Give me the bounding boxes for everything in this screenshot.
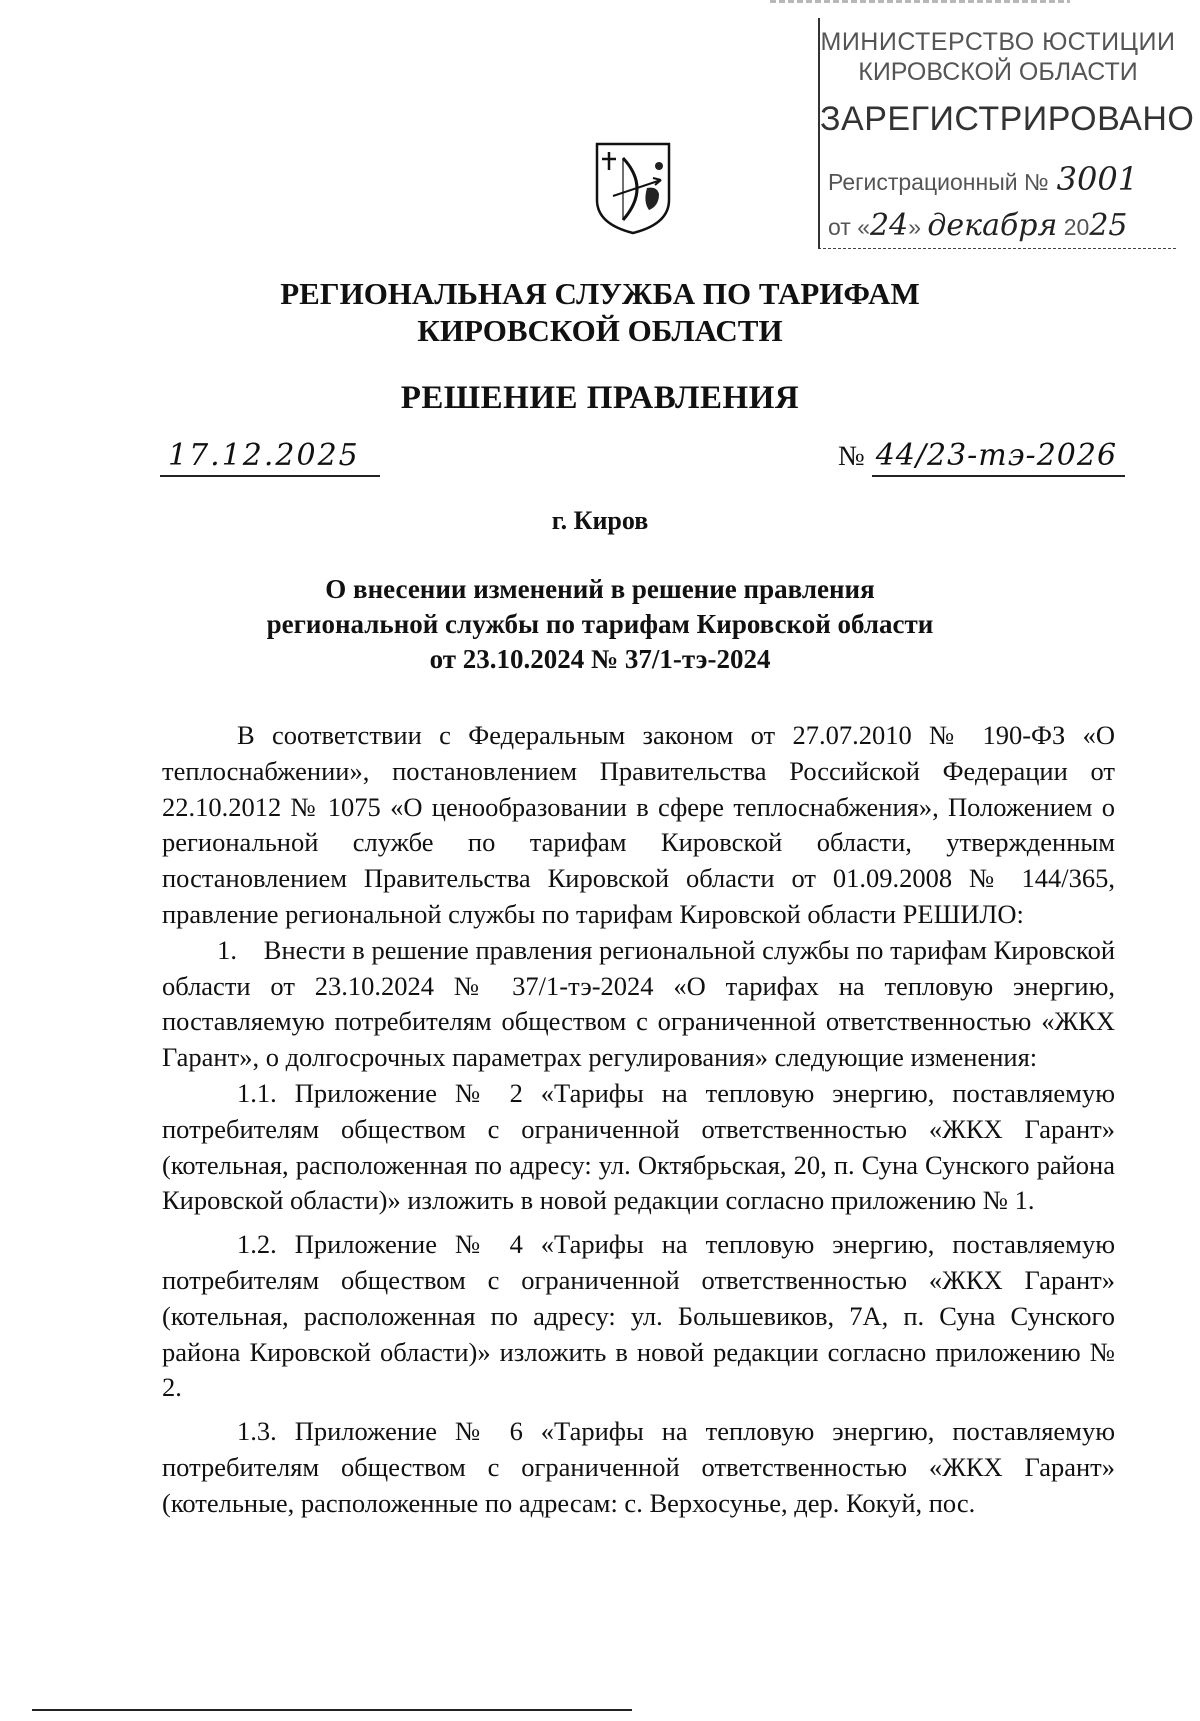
subject-line-1: О внесении изменений в решение правления	[325, 574, 875, 604]
stamp-registration-number	[828, 160, 1138, 198]
preamble-paragraph: В соответствии с Федеральным законом от 27.07.2010 № 190-ФЗ «О теплоснабжении», постановлением Правительства Российской Федерации от 22.10.2012 № 1075 «О ценообразовании в сфере теплоснабжения», Положением о региональной службе по тарифам Кировской области, утвержденным постановлением Правительства Кировской области от 01.09.2008 № 144/365, правление региональной службы по тарифам Кировской области РЕШИЛО:	[162, 720, 1115, 929]
stamp-date-mid: »	[908, 214, 921, 240]
stamp-status: ЗАРЕГИСТРИРОВАНО	[820, 100, 1195, 138]
stamp-reg-label: Регистрационный №	[828, 169, 1049, 195]
item-1-paragraph	[162, 933, 1115, 1076]
stamp-date-year: 25	[1089, 208, 1128, 243]
stamp-date	[828, 208, 1128, 243]
city: г. Киров	[551, 506, 649, 535]
stamp-date-day: 24	[870, 208, 909, 243]
registration-stamp	[818, 18, 1195, 249]
item-1-3-paragraph: 1.3. Приложение № 6 «Тарифы на тепловую энергию, поставляемую потребителям обществом с ограниченной ответственностью «ЖКХ Гарант» (котельные, расположенные по адресам: с. Верхосунье, дер. Кокуй, пос.	[162, 1416, 1115, 1518]
number-label: №	[838, 441, 865, 472]
coat-of-arms-icon	[593, 140, 673, 236]
stamp-date-prefix: от «	[828, 214, 871, 240]
org-name-line-1: РЕГИОНАЛЬНАЯ СЛУЖБА ПО ТАРИФАМ	[280, 276, 920, 311]
stamp-date-month: декабря	[927, 208, 1058, 243]
decision-date: 17.12.2025	[160, 438, 380, 477]
document-type: РЕШЕНИЕ ПРАВЛЕНИЯ	[400, 380, 800, 416]
document-body	[162, 718, 1115, 1522]
stamp-ministry: МИНИСТЕРСТВО ЮСТИЦИИ	[820, 28, 1176, 56]
number-value: 44/23-тэ-2026	[872, 438, 1125, 477]
stamp-date-year-prefix: 20	[1063, 214, 1090, 240]
item-1-number: 1.	[217, 934, 237, 965]
subject-line-3: от 23.10.2024 № 37/1-тэ-2024	[429, 644, 771, 674]
item-1-text: Внести в решение правления региональной службы по тарифам Кировской области от 23.10.2024 № 37/1-тэ-2024 «О тарифах на тепловую энергию, поставляемую потребителям обществом с ограниченной ответственностью «ЖКХ Гарант», о долгосрочных параметрах регулирования» следующие изменения:	[162, 934, 1116, 1073]
item-1-1-paragraph: 1.1. Приложение № 2 «Тарифы на тепловую энергию, поставляемую потребителям обществом с ограниченной ответственностью «ЖКХ Гарант» (котельная, расположенная по адресу: ул. Октябрьская, 20, п. Суна Сунского района Кировской области)» изложить в новой редакции согласно приложению № 1.	[162, 1077, 1115, 1216]
scan-artifact-bottom	[32, 1709, 632, 1711]
stamp-oblast: КИРОВСКОЙ ОБЛАСТИ	[858, 58, 1138, 86]
org-name-line-2: КИРОВСКОЙ ОБЛАСТИ	[417, 313, 783, 348]
stamp-reg-number: 3001	[1056, 160, 1139, 198]
subject-line-2: региональной службы по тарифам Кировской области	[266, 609, 934, 639]
item-1-2-paragraph: 1.2. Приложение № 4 «Тарифы на тепловую энергию, поставляемую потребителям обществом с ограниченной ответственностью «ЖКХ Гарант» (котельная, расположенная по адресу: ул. Большевиков, 7А, п. Суна Сунского района Кировской области)» изложить в новой редакции согласно приложению № 2.	[162, 1229, 1115, 1403]
decision-number	[838, 438, 1125, 473]
scan-artifact-top	[770, 0, 1070, 3]
